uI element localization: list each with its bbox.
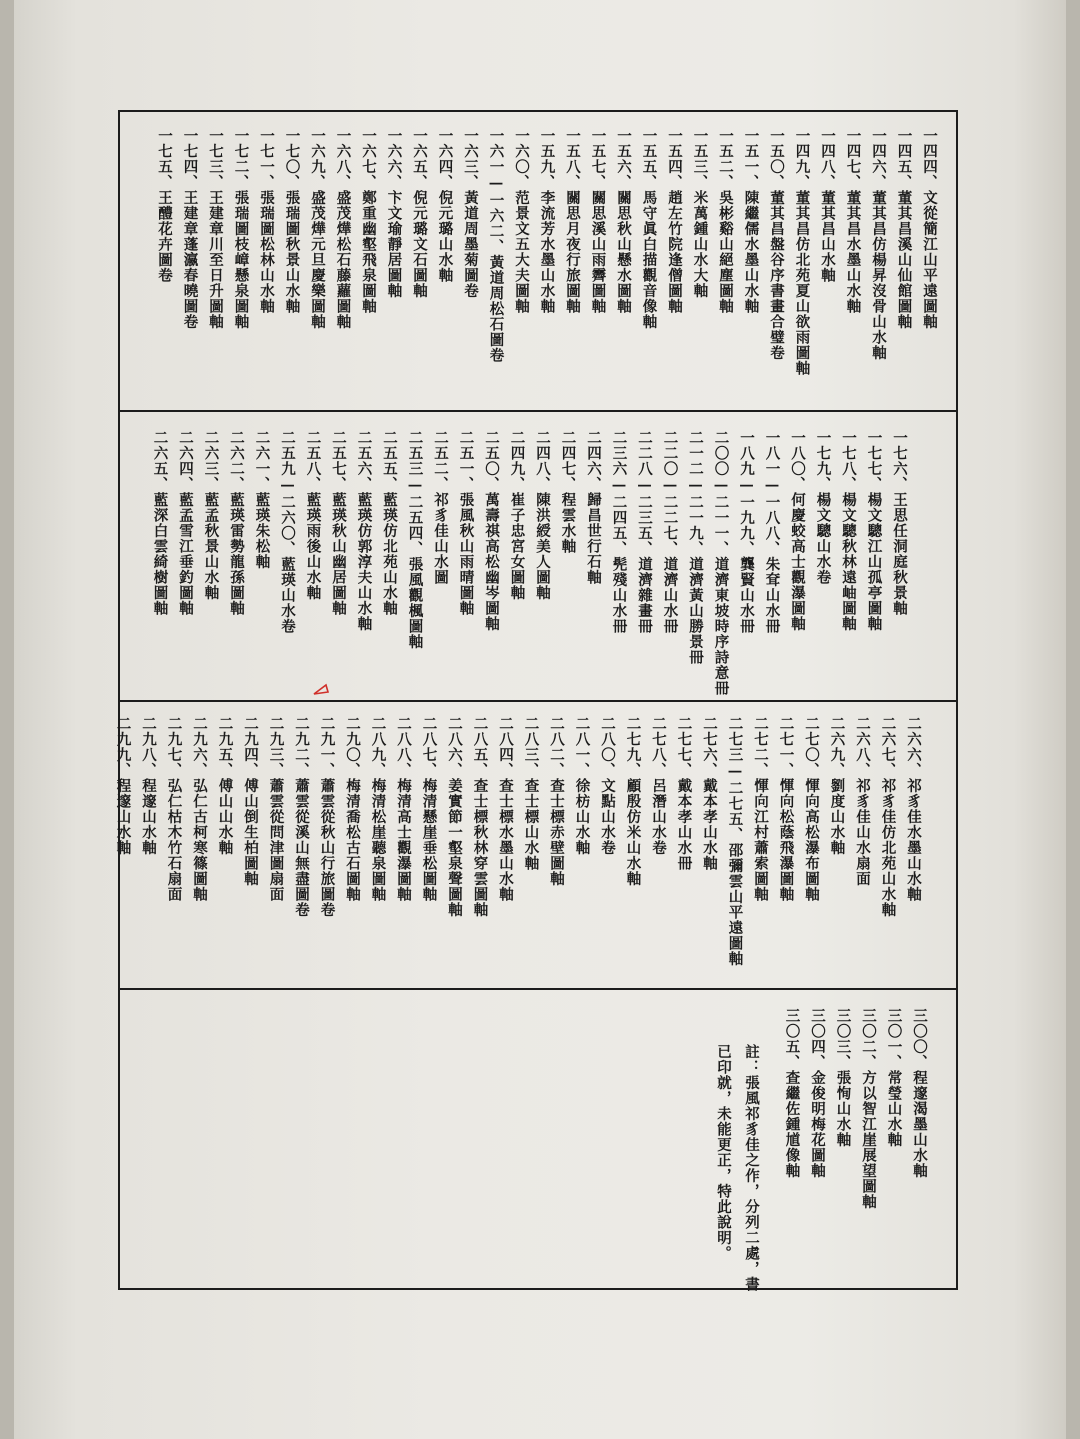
list-item: 一六八、盛茂燁松石藤蘿圖軸	[334, 128, 352, 330]
list-item: 二七一、惲向松蔭飛瀑圖軸	[777, 716, 795, 902]
list-item: 二四七、程雲水軸	[559, 430, 577, 554]
list-item: 二八五、查士標秋林穿雲圖軸	[471, 716, 489, 918]
list-item: 一五四、趙左竹院逢僧圖軸	[666, 128, 683, 314]
list-item: 二七六、戴本孝山水軸	[701, 716, 718, 871]
band-4-note	[708, 1044, 764, 1342]
list-item: 一六六、卞文瑜靜居圖軸	[385, 128, 403, 299]
list-item: 二六四、藍孟雪江垂釣圖軸	[177, 430, 194, 616]
list-item: 二八四、查士標水墨山水軸	[497, 716, 514, 902]
band-4-columns	[779, 1008, 932, 1306]
list-item: 二六七、祁豸佳仿北苑山水軸	[879, 716, 897, 918]
list-item: 三〇五、查繼佐鍾馗像軸	[783, 1008, 801, 1179]
list-item: 二八六、姜實節一壑泉聲圖軸	[446, 716, 463, 918]
list-item: 二九三、蕭雲從問津圖扇面	[267, 716, 285, 902]
list-item: 三〇二、方以智江崖展望圖軸	[860, 1008, 877, 1210]
list-item: 三〇三、張恂山水軸	[834, 1008, 852, 1148]
list-item: 二九〇、梅清喬松古石圖軸	[344, 716, 361, 902]
list-item: 二一二—二一九、道濟黃山勝景冊	[687, 430, 704, 665]
list-item: 二八〇、文點山水卷	[599, 716, 616, 856]
list-item: 二七三—二七五、邵彌雲山平遠圖軸	[726, 716, 744, 967]
list-item: 二五八、藍瑛雨後山水軸	[304, 430, 322, 601]
list-item: 二八一、徐枋山水軸	[573, 716, 591, 856]
band-2	[120, 410, 956, 700]
list-item: 一七二、張瑞圖枝嶂懸泉圖軸	[232, 128, 250, 330]
list-item: 一七三、王建章川至日升圖軸	[207, 128, 224, 330]
list-item: 二五七、藍瑛秋山幽居圖軸	[330, 430, 347, 616]
list-item: 一五二、吳彬谿山絕塵圖軸	[717, 128, 734, 314]
list-item: 二九四、傅山倒生柏圖軸	[242, 716, 259, 887]
list-item: 二七七、戴本孝山水冊	[675, 716, 693, 871]
list-item: 一七五、王醴花卉圖卷	[156, 128, 173, 283]
list-item: 一六四、倪元璐山水軸	[436, 128, 454, 283]
footnote-line: 註：張風祁豸佳之作，分列二處，書	[743, 1044, 760, 1292]
list-item: 一五九、李流芳水墨山水軸	[538, 128, 556, 314]
list-item: 一七〇、張瑞圖秋景山水軸	[283, 128, 301, 314]
list-item: 二八二、查士標赤壁圖軸	[548, 716, 565, 887]
band-1-columns	[152, 128, 943, 426]
list-item: 一五八、關思月夜行旅圖軸	[564, 128, 581, 314]
list-item: 二八七、梅清懸崖垂松圖軸	[420, 716, 438, 902]
list-item: 一五七、關思溪山雨霽圖軸	[589, 128, 607, 314]
list-item: 二七九、顧殷仿米山水軸	[624, 716, 642, 887]
list-item: 一六五、倪元璐文石圖軸	[411, 128, 428, 299]
list-item: 一八九—一九九、龔賢山水冊	[738, 430, 755, 634]
list-item: 二六八、祁豸佳山水扇面	[854, 716, 871, 887]
list-item: 二五三—二五四、張風觀楓圖軸	[406, 430, 424, 650]
band-4	[120, 988, 956, 1292]
list-item: 三〇一、常瑩山水軸	[885, 1008, 903, 1148]
band-1	[120, 112, 956, 410]
list-item: 二七〇、惲向高松瀑布圖軸	[803, 716, 820, 902]
list-item: 一四四、文從簡江山平遠圖軸	[921, 128, 938, 330]
list-item: 一七九、楊文驄山水卷	[814, 430, 832, 585]
list-item: 二七二、惲向江村蕭索圖軸	[752, 716, 769, 902]
list-item: 二五六、藍瑛仿郭淳夫山水軸	[355, 430, 373, 632]
list-item: 一五六、關思秋山懸水圖軸	[615, 128, 632, 314]
list-item: 一五三、米萬鍾山水大軸	[691, 128, 709, 299]
list-item: 三〇四、金俊明梅花圖軸	[809, 1008, 826, 1179]
list-item: 二八九、梅清松崖聽泉圖軸	[369, 716, 387, 902]
list-item: 二六五、藍深白雲綺樹圖軸	[151, 430, 169, 616]
list-item: 二六九、劉度山水軸	[828, 716, 846, 856]
list-item: 一四五、董其昌溪山仙館圖軸	[895, 128, 913, 330]
list-item: 一六九、盛茂燁元旦慶樂圖軸	[309, 128, 326, 330]
list-item: 二六二、藍瑛雷勢龍孫圖軸	[228, 430, 245, 616]
list-item: 二六六、祁豸佳水墨山水軸	[905, 716, 922, 902]
list-item: 一五〇、董其昌盤谷序書畫合璧卷	[768, 128, 785, 361]
list-item: 二九五、傅山山水軸	[216, 716, 234, 856]
band-3-columns	[110, 716, 926, 1002]
list-item: 二九八、程邃山水軸	[140, 716, 157, 856]
footnote-line: 已印就，未能更正，特此說明。	[715, 1044, 732, 1261]
list-item: 一四八、董其昌山水軸	[819, 128, 836, 283]
list-item: 三〇〇、程邃渴墨山水軸	[911, 1008, 928, 1179]
list-item: 二二八—二三五、道濟雜畫冊	[636, 430, 653, 634]
list-item: 二七八、呂潛山水卷	[650, 716, 667, 856]
list-item: 二九一、蕭雲從秋山行旅圖卷	[318, 716, 336, 918]
list-item: 二五九—二六〇、藍瑛山水卷	[279, 430, 296, 634]
list-item: 一八〇、何慶蛟高士觀瀑圖軸	[789, 430, 806, 632]
page-sheet	[14, 0, 1066, 1439]
list-item: 一七六、王思任洞庭秋景軸	[891, 430, 908, 616]
list-item: 二六一、藍瑛朱松軸	[253, 430, 271, 570]
list-item: 二五〇、萬壽祺高松幽岑圖軸	[483, 430, 500, 632]
list-item: 二〇〇—二一一、道濟東坡時序詩意冊	[712, 430, 730, 696]
list-item: 二六三、藍孟秋景山水軸	[202, 430, 220, 601]
list-item: 一五一、陳繼儒水墨山水軸	[742, 128, 760, 314]
band-2-columns	[147, 430, 912, 718]
list-item: 二九六、弘仁古柯寒篠圖軸	[191, 716, 208, 902]
list-item: 二八八、梅清高士觀瀑圖軸	[395, 716, 412, 902]
list-item: 一五五、馬守眞白描觀音像軸	[640, 128, 658, 330]
list-item: 一七一、張瑞圖松林山水軸	[258, 128, 275, 314]
list-item: 一七八、楊文驄秋林遠岫圖軸	[840, 430, 857, 632]
list-item: 一四九、董其昌仿北苑夏山欲雨圖軸	[793, 128, 811, 376]
list-item: 一八一—一八八、朱耷山水冊	[763, 430, 781, 634]
list-item: 二八三、查士標山水軸	[522, 716, 540, 871]
list-item: 二二〇—二二七、道濟山水冊	[661, 430, 679, 634]
contents-table	[114, 110, 958, 1292]
list-item: 二九二、蕭雲從溪山無盡圖卷	[293, 716, 310, 918]
list-item: 二五一、張風秋山雨晴圖軸	[457, 430, 475, 616]
list-item: 一四七、董其昌水墨山水軸	[844, 128, 862, 314]
band-3	[114, 700, 956, 988]
list-item: 一六〇、范景文五大夫圖軸	[513, 128, 530, 314]
list-item: 二五五、藍瑛仿北苑山水軸	[381, 430, 398, 616]
list-item: 一七四、王建章蓬瀛春曉圖卷	[181, 128, 199, 330]
list-item: 一六七、鄭重幽壑飛泉圖軸	[360, 128, 377, 314]
list-item: 二四六、歸昌世行石軸	[585, 430, 602, 585]
list-item: 二四九、崔子忠宮女圖軸	[508, 430, 526, 601]
list-item: 一六一—一六二、黃道周松石圖卷	[487, 128, 505, 363]
list-item: 一七七、楊文驄江山孤亭圖軸	[865, 430, 883, 632]
list-item: 二四八、陳洪綬美人圖軸	[534, 430, 551, 601]
red-pen-mark-icon	[312, 682, 330, 696]
list-item: 二九七、弘仁枯木竹石扇面	[165, 716, 183, 902]
list-item: 一六三、黃道周墨菊圖卷	[462, 128, 479, 299]
list-item: 二九九、程邃山水軸	[114, 716, 132, 856]
list-item: 二五二、祁豸佳山水圖	[432, 430, 449, 585]
list-item: 二三六—二四五、髡殘山水冊	[610, 430, 628, 634]
list-item: 一四六、董其昌仿楊昇沒骨山水軸	[870, 128, 887, 361]
